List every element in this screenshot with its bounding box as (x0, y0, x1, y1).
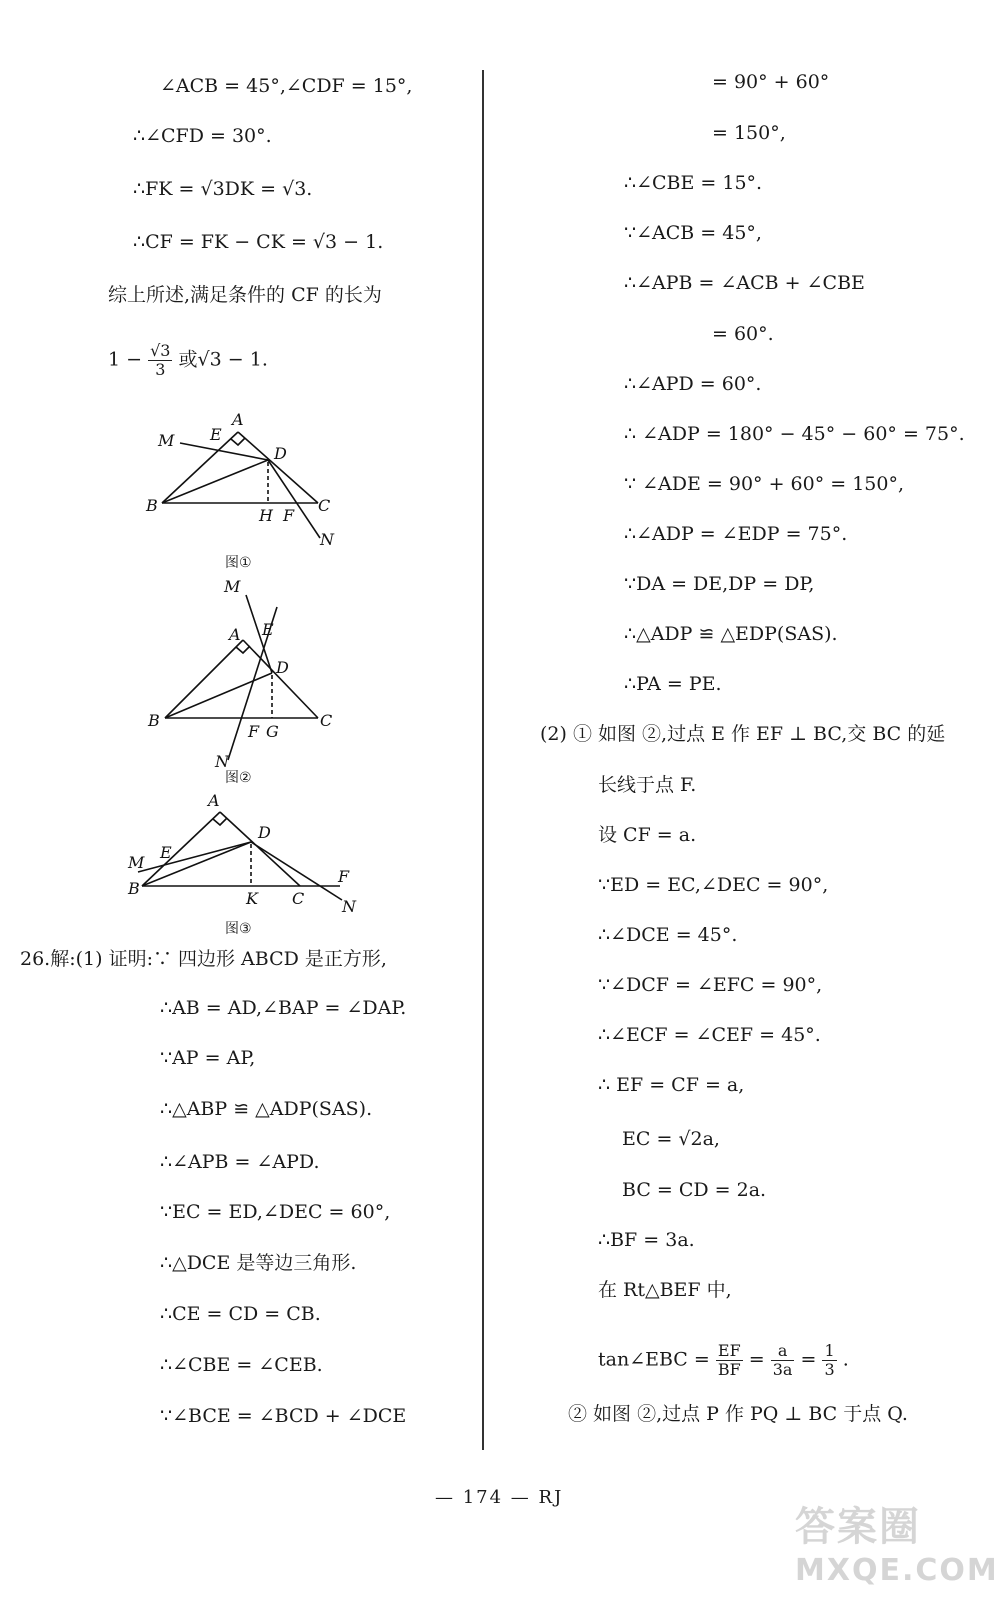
page-footer: — 174 — RJ (435, 1487, 564, 1508)
right-column-line: ∴△ADP ≌ △EDP(SAS). (624, 623, 838, 645)
right-column-line: ∴ EF = CF = a, (598, 1074, 745, 1096)
left-column-line: ∵AP = AP, (160, 1047, 256, 1069)
fig3-label-F: F (338, 867, 350, 886)
right-column-line: ∵∠DCF = ∠EFC = 90°, (598, 974, 823, 996)
fig1-label-B: B (146, 496, 158, 515)
column-divider (482, 70, 484, 1450)
watermark-main-text: 答案圈 (795, 1504, 921, 1550)
right-column-line: ∴PA = PE. (624, 673, 722, 695)
fig1-label-H: H (259, 506, 273, 525)
figure-1-caption: 图① (225, 555, 252, 571)
left-column-line: ∴CE = CD = CB. (160, 1303, 321, 1325)
fig3-label-N: N (342, 897, 356, 916)
answer-fraction (148, 342, 172, 379)
fig1-label-E: E (210, 425, 222, 444)
right-column-line: ∵∠ACB = 45°, (624, 222, 762, 244)
left-column-line: ∴CF = FK − CK = √3 − 1. (133, 231, 384, 253)
left-column-line: 26.解:(1) 证明:∵ 四边形 ABCD 是正方形, (20, 948, 387, 970)
right-column-line: ∴∠ECF = ∠CEF = 45°. (598, 1024, 821, 1046)
fig1-label-F: F (283, 506, 295, 525)
fig2-label-E: E (262, 620, 274, 639)
right-column-line: = 90° + 60° (712, 71, 830, 93)
right-column-line: ∴∠CBE = 15°. (624, 172, 763, 194)
fraction-denominator: 3 (155, 360, 166, 379)
fig3-label-E: E (160, 843, 172, 862)
figure-1-diagram (140, 405, 360, 555)
answer-suffix: 或√3 − 1. (178, 348, 268, 371)
left-column-line: ∴∠APB = ∠APD. (160, 1151, 320, 1173)
fig2-label-D: D (276, 658, 289, 677)
left-column-line: 综上所述,满足条件的 CF 的长为 (108, 284, 382, 306)
left-column-line: ∴∠CFD = 30°. (133, 125, 272, 147)
left-column-line: ∠ACB = 45°,∠CDF = 15°, (160, 75, 413, 97)
right-column-line: ∴BF = 3a. (598, 1229, 695, 1251)
right-column-line: ∵DA = DE,DP = DP, (624, 573, 815, 595)
fig3-label-M: M (128, 853, 145, 872)
fig2-label-C: C (320, 711, 333, 730)
fig3-label-B: B (128, 879, 140, 898)
equals-sign: = (748, 1348, 765, 1371)
figure-3-diagram (120, 790, 370, 920)
tan-line (598, 1342, 849, 1379)
equals-sign: = (800, 1348, 817, 1371)
fig3-label-K: K (246, 889, 258, 908)
right-column-line: ∴ ∠ADP = 180° − 45° − 60° = 75°. (624, 423, 965, 445)
fig1-label-M: M (158, 431, 175, 450)
figure-2-caption: 图② (225, 770, 252, 786)
tan-fraction-2 (771, 1342, 795, 1379)
right-column-line: 设 CF = a. (598, 824, 697, 846)
right-column-line: ∵ED = EC,∠DEC = 90°, (598, 874, 829, 896)
fig1-label-D: D (274, 444, 287, 463)
left-column-line: ∴△ABP ≌ △ADP(SAS). (160, 1098, 373, 1120)
left-column-line: ∵EC = ED,∠DEC = 60°, (160, 1201, 391, 1223)
fig2-label-M: M (224, 577, 241, 596)
fig2-label-F: F (248, 722, 260, 741)
right-column-line: BC = CD = 2a. (622, 1179, 767, 1201)
fig1-label-N: N (320, 530, 334, 549)
tan-fraction-1 (716, 1342, 743, 1379)
tan-f2-num: a (771, 1342, 795, 1361)
figure-3-caption: 图③ (225, 921, 252, 937)
tan-prefix: tan∠EBC = (598, 1348, 710, 1371)
answer-prefix: 1 − (108, 348, 143, 371)
right-column-line: ∴∠APD = 60°. (624, 373, 762, 395)
right-column-line: ∴∠APB = ∠ACB + ∠CBE (624, 272, 865, 294)
figure-2-diagram (140, 575, 360, 770)
fig3-label-D: D (258, 823, 271, 842)
fig2-label-A: A (229, 625, 241, 644)
fig3-label-C: C (292, 889, 305, 908)
left-column-line: ∴FK = √3DK = √3. (133, 178, 313, 200)
tan-f2-den: 3a (772, 1360, 793, 1379)
answer-line (108, 342, 268, 379)
left-column-line: ∴AB = AD,∠BAP = ∠DAP. (160, 997, 407, 1019)
left-column-line: ∴△DCE 是等边三角形. (160, 1252, 357, 1274)
right-column-line: = 60°. (712, 323, 774, 345)
fig1-label-C: C (318, 496, 331, 515)
right-column-line: ∵ ∠ADE = 90° + 60° = 150°, (624, 473, 905, 495)
fig2-label-G: G (266, 722, 279, 741)
left-column-line: ∴∠CBE = ∠CEB. (160, 1354, 323, 1376)
right-column-line: EC = √2a, (622, 1128, 720, 1150)
right-column-line: ∴∠ADP = ∠EDP = 75°. (624, 523, 848, 545)
right-column-line: 在 Rt△BEF 中, (598, 1279, 732, 1301)
tan-suffix: . (842, 1348, 849, 1371)
right-column-line: ∴∠DCE = 45°. (598, 924, 738, 946)
left-column-line: ∵∠BCE = ∠BCD + ∠DCE (160, 1405, 407, 1427)
tan-fraction-3 (822, 1342, 836, 1379)
fig2-label-N: N (215, 752, 229, 770)
tan-f1-num: EF (716, 1342, 743, 1361)
watermark-sub-text: MXQE.COM (795, 1553, 999, 1588)
fraction-numerator: √3 (150, 341, 171, 360)
watermark-logo (795, 1495, 999, 1595)
right-column-line: = 150°, (712, 122, 786, 144)
tan-f3-den: 3 (824, 1360, 835, 1379)
right-column-line: (2) ① 如图 ②,过点 E 作 EF ⊥ BC,交 BC 的延 (540, 723, 946, 745)
tan-f3-num: 1 (824, 1341, 835, 1360)
fig2-label-B: B (148, 711, 160, 730)
fig3-label-A: A (208, 791, 220, 810)
right-column-line: 长线于点 F. (598, 774, 697, 796)
fig1-label-A: A (232, 410, 244, 429)
right-column-line: ② 如图 ②,过点 P 作 PQ ⊥ BC 于点 Q. (568, 1403, 908, 1425)
tan-f1-den: BF (717, 1360, 741, 1379)
